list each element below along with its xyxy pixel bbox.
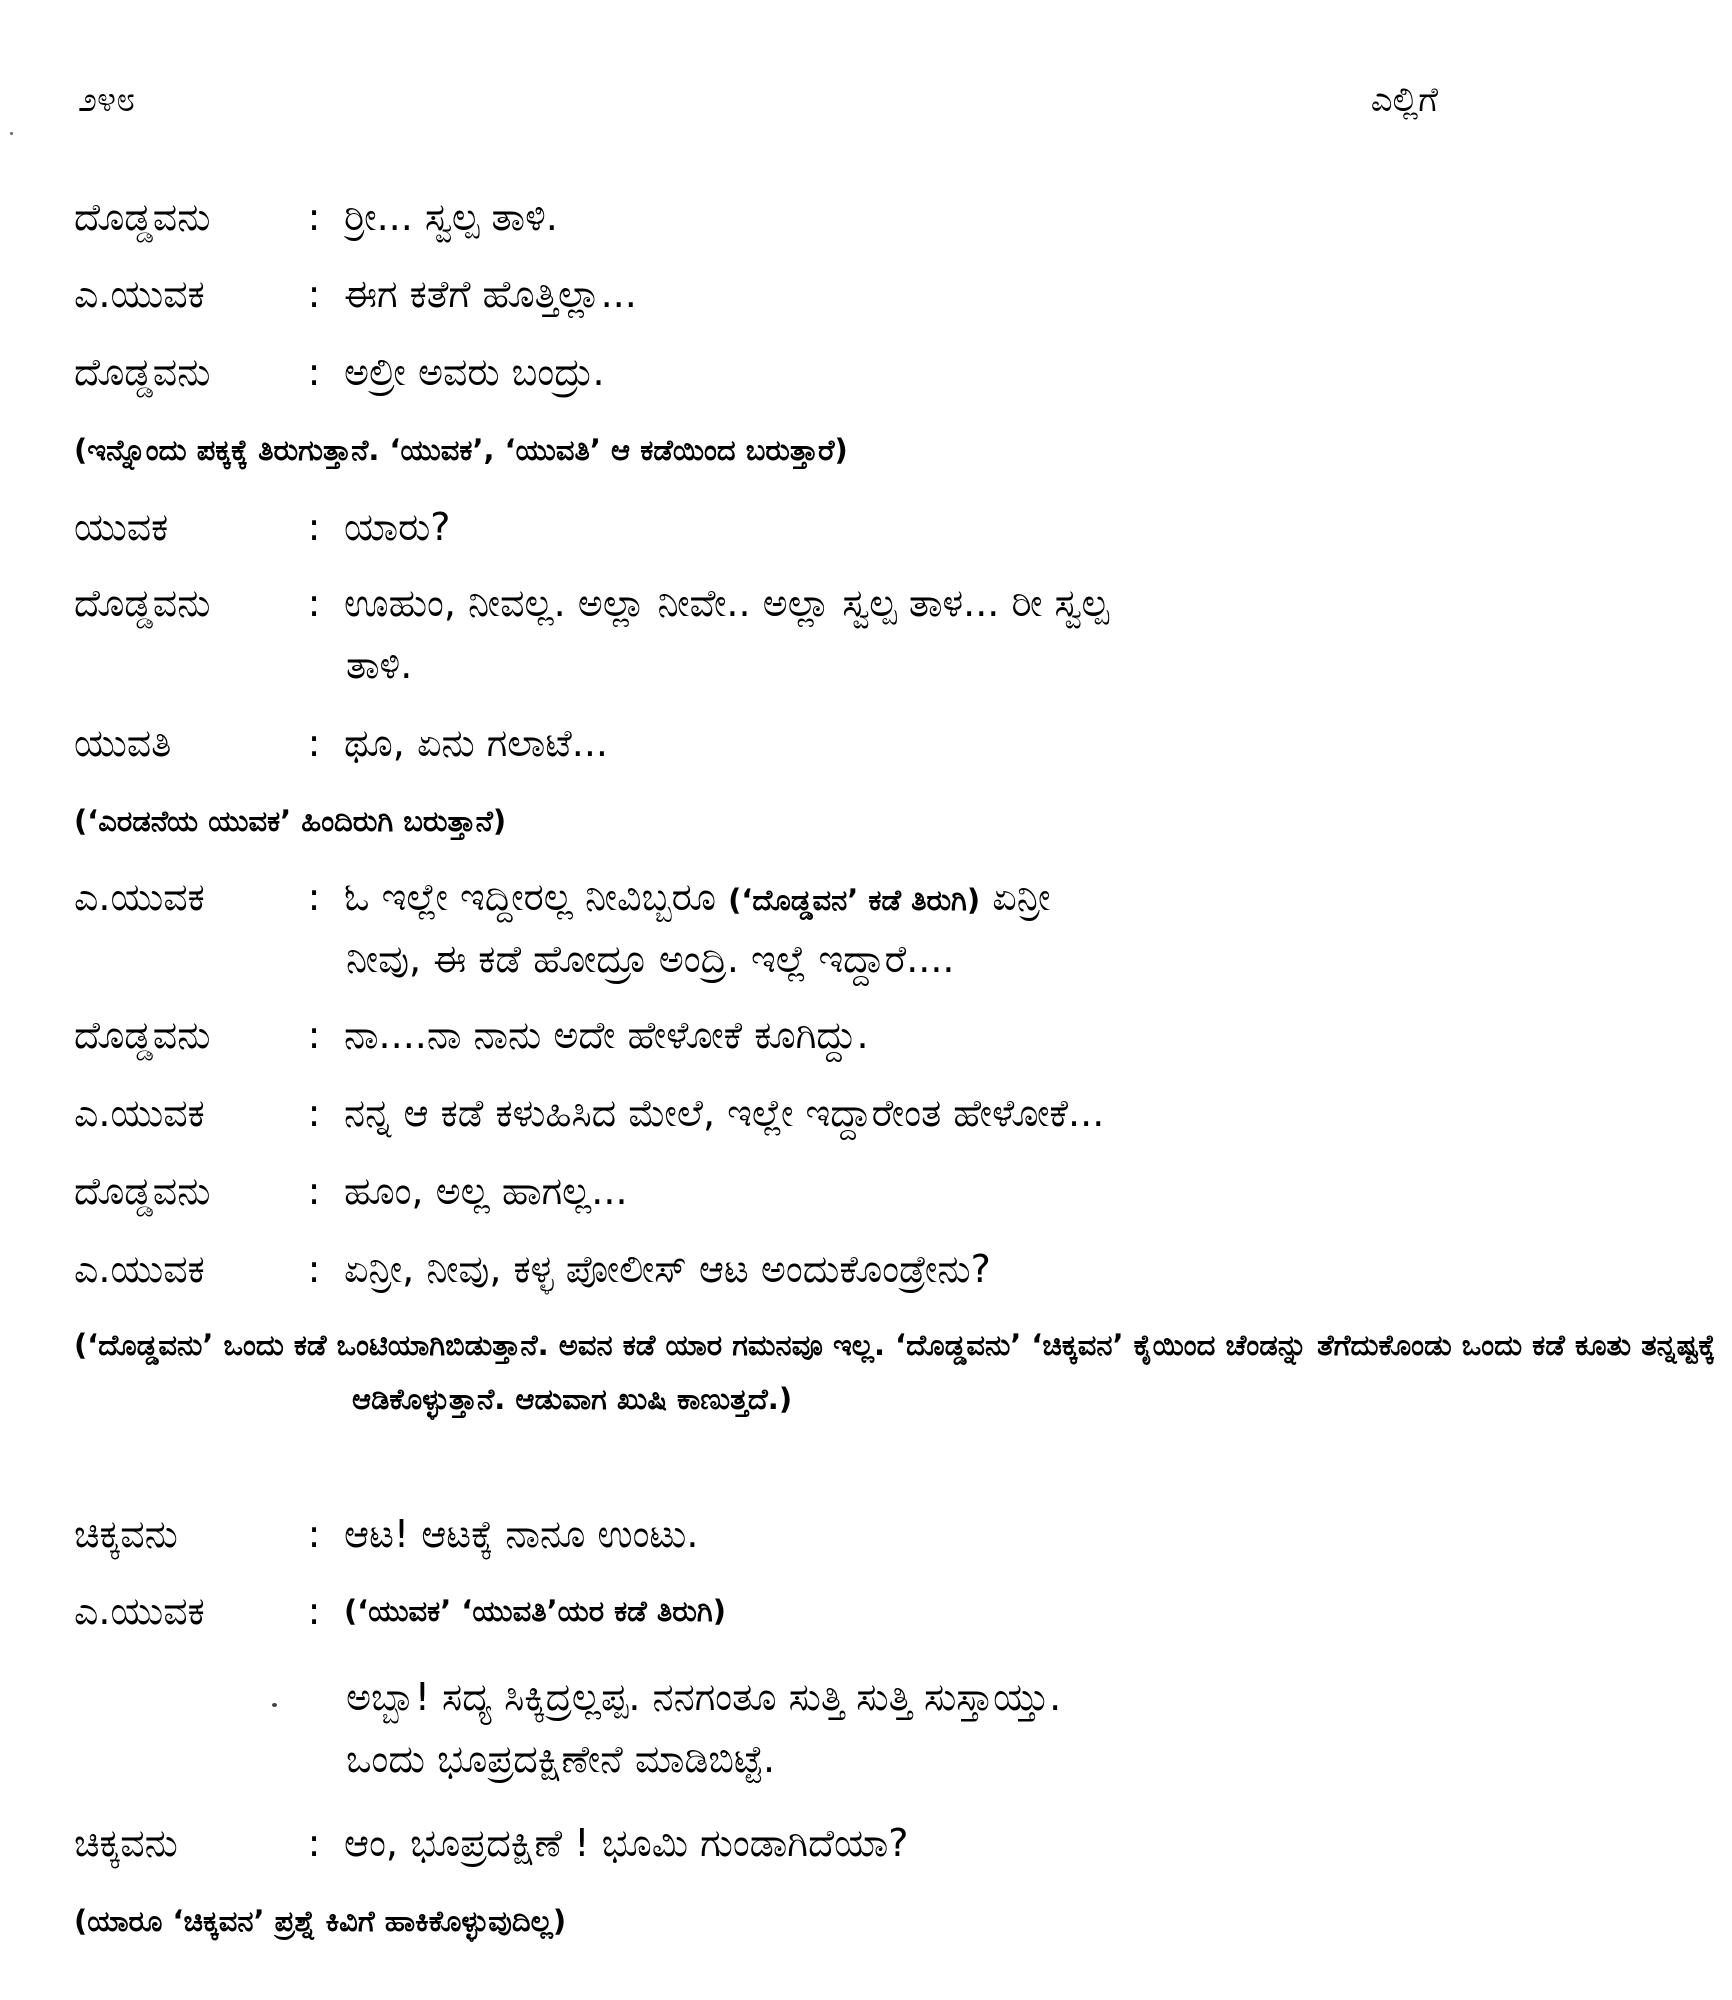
dialogue-line: ಆಟ! ಆಟಕ್ಕೆ ನಾನೂ ಉಂಟು.: [344, 1512, 699, 1556]
dialogue-row: [74, 866, 1454, 931]
speaker-name: ದೊಡ್ಡವನು: [74, 195, 211, 239]
speaker-colon: :: [307, 505, 321, 549]
speaker-name: ಚಿಕ್ಕವನು: [74, 1821, 178, 1865]
speaker-name: ದೊಡ್ಡವನು: [74, 1013, 211, 1057]
stage-direction: (‘ಎರಡನೆಯ ಯುವಕ’ ಹಿಂದಿರುಗಿ ಬರುತ್ತಾನೆ): [74, 804, 507, 838]
speaker-colon: :: [307, 350, 321, 394]
speaker-name: ಯುವತಿ: [74, 721, 172, 765]
inline-stage-direction: (‘ಯುವಕ’ ‘ಯುವತಿ’ಯರ ಕಡೆ ತಿರುಗಿ): [344, 1594, 726, 1628]
dialogue-line: ಏನ್ರೀ, ನೀವು, ಕಳ್ಳ ಪೋಲೀಸ್ ಆಟ ಅಂದುಕೊಂಡ್ರೇನು?: [344, 1247, 991, 1291]
dialogue-row: [74, 712, 1454, 774]
dialogue-line: ಥೂ, ಏನು ಗಲಾಟೆ...: [344, 721, 608, 765]
dialogue-line: ಊಹುಂ, ನೀವಲ್ಲ. ಅಲ್ಲಾ ನೀವೇ.. ಅಲ್ಲಾ ಸ್ವಲ್ಪ ತಾಳ... ರೀ ಸ್ವಲ್ಪ: [344, 581, 1110, 625]
scan-smudge: [272, 1703, 277, 1707]
stage-direction: (ಇನ್ನೊಂದು ಪಕ್ಕಕ್ಕೆ ತಿರುಗುತ್ತಾನೆ. ‘ಯುವಕ’, ‘ಯುವತಿ’ ಆ ಕಡೆಯಿಂದ ಬರುತ್ತಾರೆ): [74, 433, 848, 467]
dialogue-line: ಈಗ ಕತೆಗೆ ಹೊತ್ತಿಲ್ಲಾ...: [344, 272, 637, 316]
page-number: ೨೪೮: [78, 80, 136, 120]
speaker-colon: :: [307, 581, 321, 625]
dialogue-row: [74, 1238, 1454, 1300]
dialogue-continuation: ನೀವು, ಈ ಕಡೆ ಹೋದ್ರೂ ಅಂದ್ರಿ. ಇಲ್ಲೆ ಇದ್ದಾರೆ....: [346, 937, 955, 981]
speaker-name: ಚಿಕ್ಕವನು: [74, 1512, 178, 1556]
speaker-colon: :: [307, 1091, 321, 1135]
speaker-name: ದೊಡ್ಡವನು: [74, 1169, 211, 1213]
dialogue-row: [74, 263, 1454, 325]
dialogue-continuation: ಒಂದು ಭೂಪ್ರದಕ್ಷಿಣೇನೆ ಮಾಡಿಬಿಟ್ಟೆ.: [346, 1737, 776, 1781]
speaker-colon: :: [307, 1169, 321, 1213]
dialogue-line: ಅಲ್ರೀ ಅವರು ಬಂದ್ರು.: [344, 350, 605, 394]
stage-direction: (ಯಾರೂ ‘ಚಿಕ್ಕವನ’ ಪ್ರಶ್ನೆ ಕಿವಿಗೆ ಹಾಕಿಕೊಳ್ಳುವುದಿಲ್ಲ): [74, 1904, 567, 1938]
dialogue-line: ಯಾರು?: [344, 505, 451, 549]
dialogue-row: [74, 1580, 1454, 1642]
dialogue-row: [74, 1004, 1454, 1066]
dialogue-line: ಹೂಂ, ಅಲ್ಲ ಹಾಗಲ್ಲ...: [344, 1169, 628, 1213]
speaker-colon: :: [307, 1512, 321, 1556]
dialogue-line: [344, 866, 1454, 931]
speaker-name: ದೊಡ್ಡವನು: [74, 350, 211, 394]
scan-speck: [10, 132, 13, 135]
speaker-name: ಎ.ಯುವಕ: [74, 1091, 205, 1135]
dialogue-line: ರ‍್ರೀ... ಸ್ವಲ್ಪ ತಾಳಿ.: [344, 195, 558, 239]
speaker-name: ಎ.ಯುವಕ: [74, 1589, 205, 1633]
dialogue-row: [74, 1503, 1454, 1565]
dialogue-line: ನಾ....ನಾ ನಾನು ಅದೇ ಹೇಳೋಕೆ ಕೂಗಿದ್ದು.: [344, 1013, 869, 1057]
inline-stage-direction: (‘ದೊಡ್ಡವನ’ ಕಡೆ ತಿರುಗಿ): [728, 883, 981, 917]
dialogue-text: ಓ ಇಲ್ಲೇ ಇದ್ದೀರಲ್ಲ ನೀವಿಬ್ಬರೂ: [344, 875, 716, 919]
speaker-colon: :: [307, 1013, 321, 1057]
running-head: ಎಲ್ಲಿಗೆ: [1370, 80, 1438, 120]
speaker-name: ದೊಡ್ಡವನು: [74, 581, 211, 625]
speaker-name: ಎ.ಯುವಕ: [74, 1247, 205, 1291]
speaker-name: ಎ.ಯುವಕ: [74, 272, 205, 316]
dialogue-row: [74, 1082, 1454, 1144]
dialogue-row: [74, 341, 1454, 403]
speaker-colon: :: [307, 195, 321, 239]
dialogue-text: ಏನ್ರೀ: [992, 875, 1051, 919]
speaker-colon: :: [307, 1821, 321, 1865]
dialogue-row: [74, 1812, 1454, 1874]
speaker-name: ಯುವಕ: [74, 505, 169, 549]
dialogue-continuation: ತಾಳಿ.: [346, 643, 413, 687]
dialogue-continuation: ಅಬ್ಬಾ! ಸದ್ಯ ಸಿಕ್ಕಿದ್ರಲ್ಲಪ್ಪ. ನನಗಂತೂ ಸುತ್ತಿ ಸುತ್ತಿ ಸುಸ್ತಾಯ್ತು.: [346, 1675, 1062, 1719]
dialogue-row: [74, 1160, 1454, 1222]
dialogue-row: [74, 572, 1454, 634]
speaker-colon: :: [307, 272, 321, 316]
speaker-colon: :: [307, 1589, 321, 1633]
speaker-colon: :: [307, 721, 321, 765]
dialogue-line: ನನ್ನ ಆ ಕಡೆ ಕಳುಹಿಸಿದ ಮೇಲೆ, ಇಲ್ಲೇ ಇದ್ದಾರೇಂತ ಹೇಳೋಕೆ...: [344, 1091, 1105, 1135]
stage-direction: (‘ದೊಡ್ಡವನು’ ಒಂದು ಕಡೆ ಒಂಟಿಯಾಗಿಬಿಡುತ್ತಾನೆ. ಅವನ ಕಡೆ ಯಾರ ಗಮನವೂ ಇಲ್ಲ. ‘ದೊಡ್ಡವನು’ ‘ಚಿಕ್ಕವನ’ ಕೈಯಿಂದ ಚೆಂಡನ್ನು ತೆಗೆದುಕೊಂಡು ಒಂದು ಕಡೆ ಕೂತು ತನ್ನಷ್ಟಕ್ಕೆ ಆಡಿಕೊಳ್ಳುತ್ತಾನೆ. ಆಡುವಾಗ ಖುಷಿ ಕಾಣುತ್ತದೆ.): [74, 1328, 1716, 1416]
speaker-colon: :: [307, 1247, 321, 1291]
speaker-colon: :: [307, 875, 321, 919]
dialogue-row: [74, 186, 1454, 248]
speaker-name: ಎ.ಯುವಕ: [74, 875, 205, 919]
dialogue-row: [74, 496, 1454, 558]
dialogue-line: ಆಂ, ಭೂಪ್ರದಕ್ಷಿಣೆ ! ಭೂಮಿ ಗುಂಡಾಗಿದೆಯಾ?: [344, 1821, 909, 1865]
